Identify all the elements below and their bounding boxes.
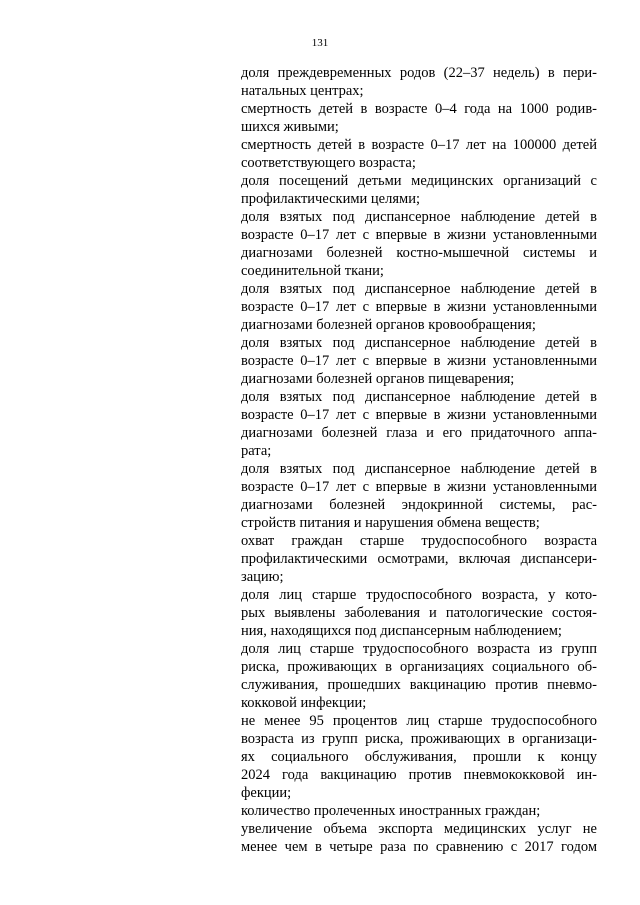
text-line: ях социального обслуживания, прошли к концу bbox=[241, 749, 597, 765]
paragraph bbox=[241, 172, 597, 208]
text-line: не менее 95 процентов лиц старше трудоспособного bbox=[241, 713, 597, 729]
text-line: кокковой инфекции; bbox=[241, 695, 367, 711]
text-line: риска, проживающих в организациях социального об- bbox=[241, 659, 597, 675]
text-line: служивания, прошедших вакцинацию против пневмо- bbox=[241, 677, 597, 693]
text-line: возрасте 0–17 лет с впервые в жизни установленными bbox=[241, 299, 597, 315]
text-line: профилактическими целями; bbox=[241, 191, 420, 207]
text-line: охват граждан старше трудоспособного возраста bbox=[241, 533, 597, 549]
text-line: доля взятых под диспансерное наблюдение детей в bbox=[241, 389, 597, 405]
page-number: 131 bbox=[311, 37, 329, 49]
text-line: доля преждевременных родов (22–37 недель) в пери- bbox=[241, 65, 597, 81]
text-line: фекции; bbox=[241, 785, 292, 801]
text-line: диагнозами болезней органов пищеварения; bbox=[241, 371, 515, 387]
text-line: 2024 года вакцинацию против пневмококковой ин- bbox=[241, 767, 597, 783]
paragraph bbox=[241, 640, 597, 712]
paragraph bbox=[241, 64, 597, 100]
paragraph bbox=[241, 460, 597, 532]
text-line: диагнозами болезней глаза и его придаточного аппа- bbox=[241, 425, 597, 441]
text-line: доля взятых под диспансерное наблюдение детей в bbox=[241, 209, 597, 225]
text-line: возрасте 0–17 лет с впервые в жизни установленными bbox=[241, 227, 597, 243]
text-line: доля взятых под диспансерное наблюдение детей в bbox=[241, 281, 597, 297]
paragraph bbox=[241, 802, 597, 820]
text-line: возраста из групп риска, проживающих в организаци- bbox=[241, 731, 597, 747]
paragraph bbox=[241, 820, 597, 856]
text-line: доля лиц старше трудоспособного возраста, у кото- bbox=[241, 587, 597, 603]
text-line: доля посещений детьми медицинских организаций с bbox=[241, 173, 597, 189]
text-line: смертность детей в возрасте 0–17 лет на 100000 детей bbox=[241, 137, 597, 153]
paragraph bbox=[241, 136, 597, 172]
text-line: возрасте 0–17 лет с впервые в жизни установленными bbox=[241, 479, 597, 495]
paragraph bbox=[241, 280, 597, 334]
text-line: ния, находящихся под диспансерным наблюдением; bbox=[241, 623, 562, 639]
text-line: шихся живыми; bbox=[241, 119, 339, 135]
paragraph bbox=[241, 532, 597, 586]
paragraph bbox=[241, 334, 597, 388]
text-line: доля взятых под диспансерное наблюдение детей в bbox=[241, 335, 597, 351]
text-line: зацию; bbox=[241, 569, 284, 585]
text-line: доля лиц старше трудоспособного возраста из групп bbox=[241, 641, 597, 657]
document-body bbox=[241, 64, 597, 856]
text-line: увеличение объема экспорта медицинских услуг не bbox=[241, 821, 597, 837]
text-line: диагнозами болезней эндокринной системы, рас- bbox=[241, 497, 597, 513]
paragraph bbox=[241, 712, 597, 802]
paragraph bbox=[241, 586, 597, 640]
paragraph bbox=[241, 208, 597, 280]
text-line: смертность детей в возрасте 0–4 года на 1000 родив- bbox=[241, 101, 597, 117]
text-line: диагнозами болезней костно-мышечной системы и bbox=[241, 245, 597, 261]
text-line: профилактическими осмотрами, включая диспансери- bbox=[241, 551, 597, 567]
text-line: доля взятых под диспансерное наблюдение детей в bbox=[241, 461, 597, 477]
text-line: соответствующего возраста; bbox=[241, 155, 416, 171]
text-line: соединительной ткани; bbox=[241, 263, 384, 279]
text-line: возрасте 0–17 лет с впервые в жизни установленными bbox=[241, 407, 597, 423]
text-line: стройств питания и нарушения обмена веществ; bbox=[241, 515, 540, 531]
text-line: менее чем в четыре раза по сравнению с 2017 годом bbox=[241, 839, 597, 855]
text-line: возрасте 0–17 лет с впервые в жизни установленными bbox=[241, 353, 597, 369]
text-line: диагнозами болезней органов кровообращения; bbox=[241, 317, 536, 333]
paragraph bbox=[241, 388, 597, 460]
text-line: натальных центрах; bbox=[241, 83, 364, 99]
text-line: количество пролеченных иностранных граждан; bbox=[241, 803, 541, 819]
paragraph bbox=[241, 100, 597, 136]
text-line: рата; bbox=[241, 443, 272, 459]
text-line: рых выявлены заболевания и патологические состоя- bbox=[241, 605, 597, 621]
